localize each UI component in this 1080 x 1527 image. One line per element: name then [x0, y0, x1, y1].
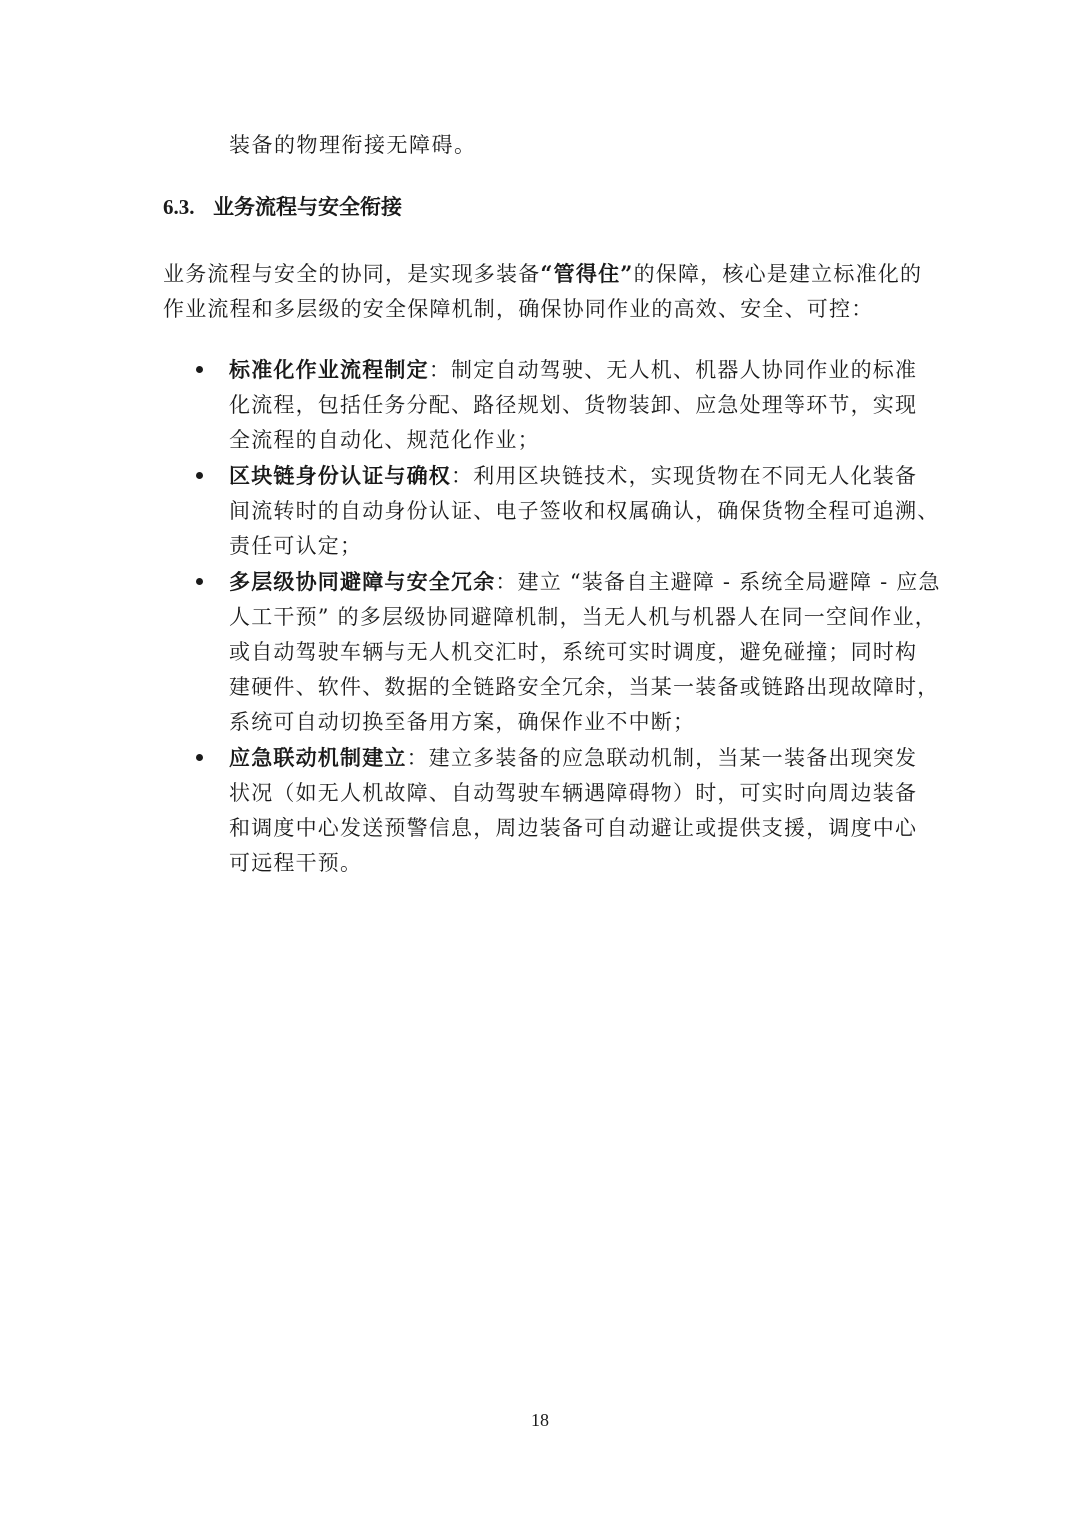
bullet-text: ：制定自动驾驶、无人机、机器人协同作业的标准	[428, 358, 918, 382]
bullet-icon	[196, 578, 203, 585]
bullet-line: 间流转时的自动身份认证、电子签收和权属确认，确保货物全程可追溯、	[229, 499, 940, 523]
bullet-line: 或自动驾驶车辆与无人机交汇时，系统可实时调度，避免碰撞；同时构	[229, 640, 918, 664]
bullet-line	[229, 458, 933, 494]
page-number: 18	[531, 1410, 549, 1430]
list-item	[163, 564, 941, 740]
continuation-paragraph: 装备的物理衔接无障碍。	[229, 133, 477, 157]
intro-line	[163, 256, 923, 292]
intro-line: 作业流程和多层级的安全保障机制，确保协同作业的高效、安全、可控：	[163, 297, 874, 321]
list-item	[163, 740, 933, 881]
bullet-line: 和调度中心发送预警信息，周边装备可自动避让或提供支援，调度中心	[229, 816, 918, 840]
bullet-text: ：利用区块链技术，实现货物在不同无人化装备	[451, 464, 918, 488]
bullet-term: 区块链身份认证与确权	[229, 463, 451, 488]
bullet-icon	[196, 754, 203, 761]
section-heading	[163, 190, 402, 224]
bullet-text: ：建立多装备的应急联动机制，当某一装备出现突发	[406, 746, 918, 770]
bullet-line: 化流程，包括任务分配、路径规划、货物装卸、应急处理等环节，实现	[229, 393, 918, 417]
intro-emphasis: “管得住”	[540, 261, 634, 286]
bullet-list	[163, 352, 941, 881]
bullet-line	[229, 352, 933, 388]
bullet-line	[229, 564, 941, 600]
section-title: 业务流程与安全衔接	[213, 194, 402, 219]
list-item	[163, 458, 940, 564]
bullet-text: ：建立 “装备自主避障 - 系统全局避障 - 应急	[495, 570, 941, 594]
bullet-line: 建硬件、软件、数据的全链路安全冗余，当某一装备或链路出现故障时，	[229, 675, 940, 699]
bullet-line: 责任可认定；	[229, 534, 363, 558]
intro-text: 的保障，核心是建立标准化的	[633, 262, 923, 286]
intro-text: 业务流程与安全的协同，是实现多装备	[163, 262, 541, 286]
bullet-line: 系统可自动切换至备用方案，确保作业不中断；	[229, 710, 696, 734]
bullet-term: 标准化作业流程制定	[229, 357, 429, 382]
bullet-icon	[196, 472, 203, 479]
bullet-icon	[196, 366, 203, 373]
bullet-line	[229, 740, 933, 776]
bullet-line: 全流程的自动化、规范化作业；	[229, 428, 540, 452]
bullet-line: 状况（如无人机故障、自动驾驶车辆遇障碍物）时，可实时向周边装备	[229, 781, 918, 805]
intro-paragraph	[163, 256, 923, 327]
bullet-term: 应急联动机制建立	[229, 745, 407, 770]
bullet-line: 人工干预” 的多层级协同避障机制，当无人机与机器人在同一空间作业，	[229, 605, 938, 629]
bullet-term: 多层级协同避障与安全冗余	[229, 569, 496, 594]
section-number: 6.3.	[163, 195, 195, 219]
bullet-line: 可远程干预。	[229, 851, 363, 875]
list-item	[163, 352, 933, 458]
